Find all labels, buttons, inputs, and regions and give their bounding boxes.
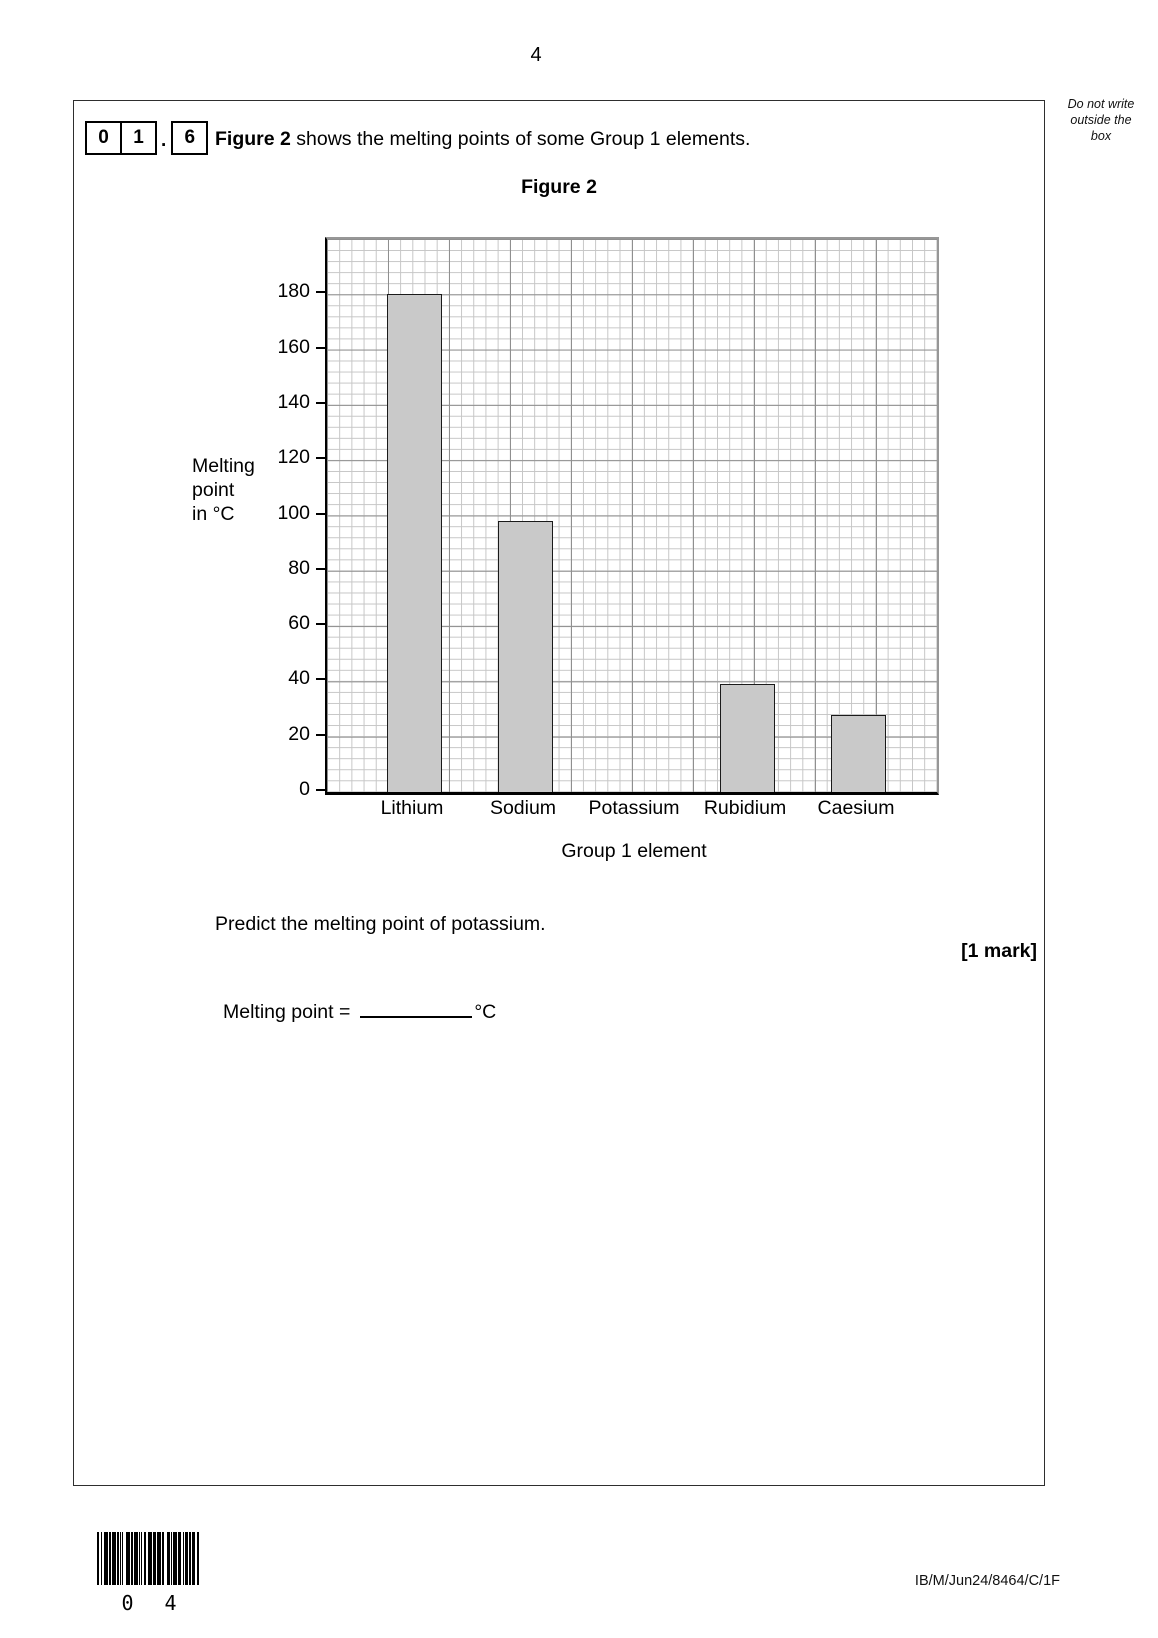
question-number-separator: . [161, 130, 167, 151]
x-category-label: Lithium [380, 797, 444, 819]
question-prompt: Predict the melting point of potassium. [215, 913, 546, 935]
bar-sodium [498, 521, 553, 792]
y-tick-mark [316, 678, 325, 680]
answer-unit: °C [474, 1001, 497, 1023]
y-tick-label: 60 [288, 612, 310, 635]
answer-label: Melting point = [223, 1001, 351, 1023]
question-number-box: 0 [85, 121, 122, 155]
y-axis-title-line: point [192, 479, 235, 501]
y-tick-label: 100 [277, 501, 310, 524]
bar-lithium [387, 294, 442, 792]
page-number: 4 [530, 44, 542, 66]
x-category-label: Potassium [588, 797, 680, 819]
y-tick-label: 140 [277, 390, 310, 413]
y-tick-mark [316, 291, 325, 293]
y-tick-mark [316, 457, 325, 459]
barcode-digit: 4 [164, 1591, 177, 1615]
y-tick-label: 180 [277, 280, 310, 303]
y-tick-label: 40 [288, 667, 310, 690]
x-axis-title: Group 1 element [561, 840, 707, 862]
paper-reference-code: IB/M/Jun24/8464/C/1F [914, 1573, 1060, 1589]
barcode-digits [106, 1591, 192, 1615]
x-category-label: Caesium [817, 797, 895, 819]
barcode-bars [97, 1532, 201, 1585]
plot-area [325, 237, 939, 795]
margin-note-line: outside the [1070, 113, 1132, 127]
question-number [85, 121, 208, 155]
y-tick-mark [316, 347, 325, 349]
answer-blank-field [360, 994, 472, 1018]
x-category-label: Sodium [489, 797, 557, 819]
y-tick-mark [316, 734, 325, 736]
question-intro [215, 128, 750, 151]
y-tick-label: 20 [288, 722, 310, 745]
y-axis-title-line: in °C [192, 503, 235, 525]
question-intro-text: shows the melting points of some Group 1 elements. [290, 128, 751, 150]
y-tick-mark [316, 789, 325, 791]
figure-title: Figure 2 [521, 176, 597, 198]
y-tick-label: 0 [299, 778, 310, 800]
figure-reference: Figure 2 [215, 128, 291, 150]
y-tick-mark [316, 568, 325, 570]
margin-note-line: Do not write [1067, 97, 1135, 111]
question-number-box: 1 [120, 121, 157, 155]
answer-line [223, 994, 496, 1024]
y-tick-label: 160 [277, 335, 310, 358]
y-tick-label: 120 [277, 446, 310, 469]
y-axis-title-line: Melting [192, 455, 255, 477]
margin-note-line: box [1090, 129, 1112, 143]
y-tick-mark [316, 513, 325, 515]
barcode-digit: 0 [121, 1591, 134, 1615]
bar-rubidium [720, 684, 775, 792]
x-category-label: Rubidium [703, 797, 787, 819]
question-number-box: 6 [171, 121, 208, 155]
barcode [97, 1532, 201, 1615]
marks-badge: [1 mark] [961, 940, 1037, 962]
y-tick-label: 80 [288, 556, 310, 579]
y-tick-mark [316, 623, 325, 625]
y-tick-mark [316, 402, 325, 404]
bar-caesium [831, 715, 886, 792]
margin-note [1048, 96, 1154, 144]
